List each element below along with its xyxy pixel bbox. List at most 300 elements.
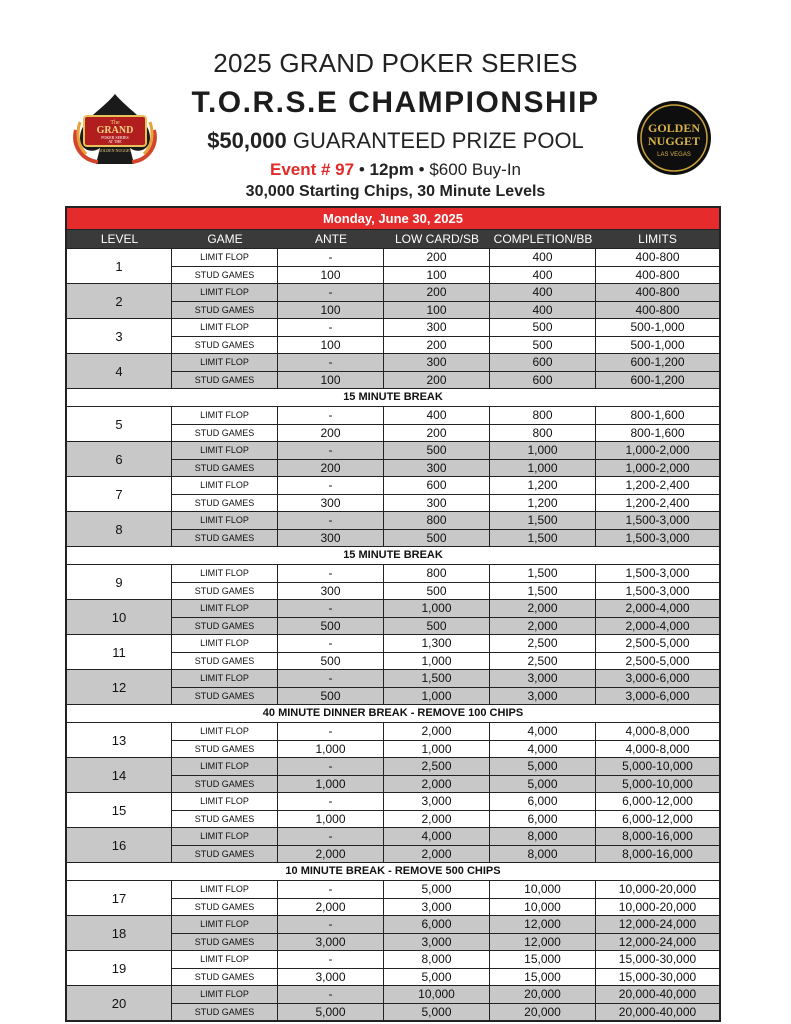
level-number: 18: [67, 916, 172, 950]
limits-cell: 400-800: [635, 302, 680, 317]
column-header-low-card-sb: LOW CARD/SB: [394, 232, 479, 246]
level-number: 11: [67, 635, 172, 669]
ante-cell: -: [278, 881, 384, 898]
low-card-sb-cell: 2,000: [384, 776, 490, 793]
limits-cell: 4,000-8,000: [625, 724, 690, 738]
level-row: [67, 318, 719, 353]
game-row: [172, 881, 719, 898]
level-row: [67, 950, 719, 985]
game-cell: STUD GAMES: [172, 969, 278, 986]
game-row: [172, 652, 719, 670]
logo-left-text-1: The: [110, 120, 120, 126]
ante-cell: 500: [278, 653, 384, 670]
completion-bb-cell: 1,200: [490, 477, 596, 494]
limits-cell: 400-800: [635, 285, 680, 299]
limits-cell: 2,500-5,000: [625, 653, 690, 668]
game-row: [172, 793, 719, 810]
completion-bb-cell: 400: [490, 267, 596, 284]
limits-cell: 500-1,000: [630, 337, 685, 352]
limits-cell: 12,000-24,000: [618, 917, 697, 931]
completion-bb-cell: 1,200: [490, 495, 596, 512]
chips-and-levels: 30,000 Starting Chips, 30 Minute Levels: [245, 183, 546, 200]
event-separator: •: [413, 160, 430, 179]
game-cell: STUD GAMES: [172, 460, 278, 477]
prize-amount: $50,000: [207, 128, 287, 153]
low-card-sb-cell: 200: [384, 337, 490, 354]
low-card-sb-cell: 1,000: [384, 653, 490, 670]
completion-bb-cell: 5,000: [490, 758, 596, 775]
game-cell: LIMIT FLOP: [172, 881, 278, 898]
low-card-sb-cell: 5,000: [384, 969, 490, 986]
game-row: [172, 828, 719, 845]
limits-cell: 6,000-12,000: [622, 811, 693, 826]
low-card-sb-cell: 2,000: [384, 723, 490, 740]
low-card-sb-cell: 500: [384, 618, 490, 635]
level-row: [67, 564, 719, 599]
game-cell: LIMIT FLOP: [172, 565, 278, 582]
game-row: [172, 319, 719, 336]
game-row: [172, 617, 719, 635]
completion-bb-cell: 2,000: [490, 600, 596, 617]
limits-cell: 1,000-2,000: [625, 443, 690, 457]
level-row: [67, 669, 719, 704]
game-cell: LIMIT FLOP: [172, 670, 278, 687]
game-cell: LIMIT FLOP: [172, 284, 278, 301]
game-row: [172, 301, 719, 319]
level-row: [67, 511, 719, 546]
completion-bb-cell: 2,500: [490, 635, 596, 652]
game-cell: STUD GAMES: [172, 337, 278, 354]
game-row: [172, 459, 719, 477]
game-cell: LIMIT FLOP: [172, 407, 278, 424]
ante-cell: -: [278, 354, 384, 371]
limits-cell: 3,000-6,000: [625, 671, 690, 685]
low-card-sb-cell: 200: [384, 249, 490, 266]
game-cell: LIMIT FLOP: [172, 600, 278, 617]
game-cell: STUD GAMES: [172, 1004, 278, 1021]
low-card-sb-cell: 3,000: [384, 899, 490, 916]
level-number: 8: [67, 512, 172, 546]
completion-bb-cell: 12,000: [490, 916, 596, 933]
level-number: 16: [67, 828, 172, 862]
limits-cell: 600-1,200: [630, 355, 685, 369]
logo-left-text-2: GRAND: [96, 125, 134, 136]
logo-right-text-2: NUGGET: [647, 134, 701, 148]
level-row: [67, 792, 719, 827]
level-number: 13: [67, 723, 172, 757]
game-row: [172, 758, 719, 775]
game-row: [172, 951, 719, 968]
break-row: 10 MINUTE BREAK - REMOVE 500 CHIPS: [67, 862, 719, 880]
completion-bb-cell: 3,000: [490, 670, 596, 687]
game-cell: LIMIT FLOP: [172, 916, 278, 933]
game-row: [172, 582, 719, 600]
low-card-sb-cell: 1,000: [384, 600, 490, 617]
low-card-sb-cell: 200: [384, 372, 490, 389]
grand-poker-series-logo: [70, 90, 160, 172]
limits-cell: 3,000-6,000: [625, 688, 690, 703]
game-row: [172, 494, 719, 512]
ante-cell: -: [278, 319, 384, 336]
limits-cell: 400-800: [635, 267, 680, 282]
completion-bb-cell: 1,000: [490, 460, 596, 477]
ante-cell: -: [278, 512, 384, 529]
game-row: [172, 933, 719, 951]
low-card-sb-cell: 2,000: [384, 846, 490, 863]
low-card-sb-cell: 500: [384, 442, 490, 459]
low-card-sb-cell: 500: [384, 530, 490, 547]
level-row: [67, 248, 719, 283]
completion-bb-cell: 600: [490, 354, 596, 371]
game-cell: LIMIT FLOP: [172, 442, 278, 459]
game-cell: STUD GAMES: [172, 653, 278, 670]
game-cell: LIMIT FLOP: [172, 249, 278, 266]
low-card-sb-cell: 400: [384, 407, 490, 424]
limits-cell: 5,000-10,000: [622, 776, 693, 791]
logo-left-text-3: POKER SERIES: [101, 135, 129, 140]
low-card-sb-cell: 1,500: [384, 670, 490, 687]
game-row: [172, 565, 719, 582]
level-row: [67, 722, 719, 757]
completion-bb-cell: 15,000: [490, 951, 596, 968]
game-row: [172, 670, 719, 687]
game-cell: STUD GAMES: [172, 899, 278, 916]
completion-bb-cell: 1,500: [490, 530, 596, 547]
completion-bb-cell: 400: [490, 249, 596, 266]
game-row: [172, 986, 719, 1003]
prize-text: GUARANTEED PRIZE POOL: [292, 128, 584, 153]
level-row: [67, 757, 719, 792]
limits-cell: 2,500-5,000: [625, 636, 690, 650]
table-body: [67, 248, 719, 1020]
level-row: [67, 634, 719, 669]
logo-right-text-1: GOLDEN: [647, 121, 701, 135]
completion-bb-cell: 500: [490, 337, 596, 354]
level-number: 1: [67, 249, 172, 283]
low-card-sb-cell: 4,000: [384, 828, 490, 845]
level-row: [67, 283, 719, 318]
column-header-ante: ANTE: [314, 232, 347, 246]
low-card-sb-cell: 300: [384, 354, 490, 371]
limits-cell: 20,000-40,000: [618, 987, 697, 1001]
limits-cell: 2,000-4,000: [625, 618, 690, 633]
low-card-sb-cell: 1,000: [384, 688, 490, 705]
limits-cell: 1,500-3,000: [625, 513, 690, 527]
level-row: [67, 915, 719, 950]
limits-cell: 6,000-12,000: [622, 794, 693, 808]
ante-cell: -: [278, 477, 384, 494]
level-number: 12: [67, 670, 172, 704]
column-header-level: LEVEL: [100, 232, 139, 246]
ante-cell: 1,000: [278, 811, 384, 828]
game-row: [172, 810, 719, 828]
game-row: [172, 442, 719, 459]
ante-cell: 500: [278, 688, 384, 705]
limits-cell: 500-1,000: [630, 320, 685, 334]
logo-left-text-5: GOLDEN NUGGET: [98, 148, 132, 153]
completion-bb-cell: 600: [490, 372, 596, 389]
level-number: 6: [67, 442, 172, 476]
level-number: 17: [67, 881, 172, 915]
level-number: 14: [67, 758, 172, 792]
completion-bb-cell: 3,000: [490, 688, 596, 705]
completion-bb-cell: 400: [490, 302, 596, 319]
low-card-sb-cell: 300: [384, 319, 490, 336]
completion-bb-cell: 1,500: [490, 583, 596, 600]
game-row: [172, 600, 719, 617]
level-row: [67, 476, 719, 511]
limits-cell: 15,000-30,000: [618, 952, 697, 966]
game-cell: STUD GAMES: [172, 934, 278, 951]
event-number: Event # 97: [269, 160, 355, 179]
low-card-sb-cell: 200: [384, 284, 490, 301]
completion-bb-cell: 6,000: [490, 793, 596, 810]
limits-cell: 600-1,200: [630, 372, 685, 387]
event-buyin: $600 Buy-In: [429, 160, 522, 179]
limits-cell: 400-800: [635, 250, 680, 264]
game-cell: LIMIT FLOP: [172, 723, 278, 740]
completion-bb-cell: 8,000: [490, 828, 596, 845]
ante-cell: -: [278, 916, 384, 933]
event-separator: •: [354, 160, 370, 179]
game-cell: STUD GAMES: [172, 302, 278, 319]
limits-cell: 1,000-2,000: [625, 460, 690, 475]
limits-cell: 8,000-16,000: [622, 846, 693, 861]
game-cell: STUD GAMES: [172, 776, 278, 793]
game-row: [172, 354, 719, 371]
game-row: [172, 723, 719, 740]
level-number: 7: [67, 477, 172, 511]
game-cell: STUD GAMES: [172, 267, 278, 284]
logo-right-text-3: LAS VEGAS: [657, 152, 691, 158]
ante-cell: 200: [278, 425, 384, 442]
completion-bb-cell: 15,000: [490, 969, 596, 986]
level-number: 10: [67, 600, 172, 634]
level-row: [67, 985, 719, 1020]
column-header-limits: LIMITS: [638, 232, 677, 246]
low-card-sb-cell: 800: [384, 565, 490, 582]
game-cell: LIMIT FLOP: [172, 319, 278, 336]
level-row: [67, 406, 719, 441]
break-row: 40 MINUTE DINNER BREAK - REMOVE 100 CHIPS: [67, 704, 719, 722]
ante-cell: 100: [278, 302, 384, 319]
game-cell: STUD GAMES: [172, 495, 278, 512]
completion-bb-cell: 5,000: [490, 776, 596, 793]
blind-structure-table: [65, 206, 721, 1022]
ante-cell: -: [278, 828, 384, 845]
limits-cell: 1,500-3,000: [625, 530, 690, 545]
completion-bb-cell: 10,000: [490, 899, 596, 916]
level-row: [67, 599, 719, 634]
ante-cell: -: [278, 284, 384, 301]
ante-cell: 300: [278, 495, 384, 512]
completion-bb-cell: 12,000: [490, 934, 596, 951]
low-card-sb-cell: 2,500: [384, 758, 490, 775]
level-row: [67, 353, 719, 388]
completion-bb-cell: 1,000: [490, 442, 596, 459]
game-cell: STUD GAMES: [172, 425, 278, 442]
ante-cell: 100: [278, 337, 384, 354]
level-number: 20: [67, 986, 172, 1020]
game-row: [172, 249, 719, 266]
game-row: [172, 740, 719, 758]
ante-cell: 300: [278, 583, 384, 600]
ante-cell: 300: [278, 530, 384, 547]
ante-cell: -: [278, 951, 384, 968]
low-card-sb-cell: 2,000: [384, 811, 490, 828]
low-card-sb-cell: 800: [384, 512, 490, 529]
game-row: [172, 968, 719, 986]
series-title: 2025 GRAND POKER SERIES: [213, 48, 578, 78]
ante-cell: 2,000: [278, 846, 384, 863]
game-row: [172, 336, 719, 354]
game-cell: LIMIT FLOP: [172, 951, 278, 968]
column-header-game: GAME: [207, 232, 243, 246]
level-number: 3: [67, 319, 172, 353]
level-number: 15: [67, 793, 172, 827]
level-number: 2: [67, 284, 172, 318]
ante-cell: -: [278, 442, 384, 459]
low-card-sb-cell: 8,000: [384, 951, 490, 968]
low-card-sb-cell: 600: [384, 477, 490, 494]
limits-cell: 12,000-24,000: [618, 934, 697, 949]
low-card-sb-cell: 300: [384, 495, 490, 512]
completion-bb-cell: 20,000: [490, 1004, 596, 1021]
completion-bb-cell: 10,000: [490, 881, 596, 898]
low-card-sb-cell: 3,000: [384, 793, 490, 810]
ante-cell: -: [278, 600, 384, 617]
limits-cell: 15,000-30,000: [618, 969, 697, 984]
game-cell: STUD GAMES: [172, 618, 278, 635]
ante-cell: -: [278, 793, 384, 810]
column-header-row: [67, 230, 719, 248]
ante-cell: 1,000: [278, 776, 384, 793]
completion-bb-cell: 1,500: [490, 565, 596, 582]
game-row: [172, 371, 719, 389]
break-row: 15 MINUTE BREAK: [67, 388, 719, 406]
ante-cell: 2,000: [278, 899, 384, 916]
ante-cell: -: [278, 635, 384, 652]
low-card-sb-cell: 1,300: [384, 635, 490, 652]
game-row: [172, 512, 719, 529]
game-row: [172, 898, 719, 916]
limits-cell: 20,000-40,000: [618, 1004, 697, 1019]
low-card-sb-cell: 300: [384, 460, 490, 477]
completion-bb-cell: 8,000: [490, 846, 596, 863]
level-number: 19: [67, 951, 172, 985]
game-cell: STUD GAMES: [172, 811, 278, 828]
game-row: [172, 775, 719, 793]
game-row: [172, 477, 719, 494]
limits-cell: 4,000-8,000: [625, 741, 690, 756]
low-card-sb-cell: 500: [384, 583, 490, 600]
limits-cell: 1,500-3,000: [625, 566, 690, 580]
completion-bb-cell: 2,000: [490, 618, 596, 635]
ante-cell: 5,000: [278, 1004, 384, 1021]
date-header: Monday, June 30, 2025: [67, 208, 719, 230]
game-cell: STUD GAMES: [172, 530, 278, 547]
game-cell: STUD GAMES: [172, 583, 278, 600]
game-row: [172, 529, 719, 547]
game-row: [172, 407, 719, 424]
ante-cell: -: [278, 758, 384, 775]
ante-cell: 500: [278, 618, 384, 635]
completion-bb-cell: 20,000: [490, 986, 596, 1003]
event-time: 12pm: [369, 160, 414, 179]
completion-bb-cell: 6,000: [490, 811, 596, 828]
limits-cell: 10,000-20,000: [618, 882, 697, 896]
limits-cell: 1,200-2,400: [625, 495, 690, 510]
column-header-completion-bb: COMPLETION/BB: [493, 232, 593, 246]
completion-bb-cell: 4,000: [490, 741, 596, 758]
game-cell: STUD GAMES: [172, 846, 278, 863]
limits-cell: 800-1,600: [630, 408, 685, 422]
completion-bb-cell: 400: [490, 284, 596, 301]
game-cell: STUD GAMES: [172, 688, 278, 705]
completion-bb-cell: 800: [490, 425, 596, 442]
low-card-sb-cell: 100: [384, 267, 490, 284]
ante-cell: -: [278, 670, 384, 687]
game-cell: LIMIT FLOP: [172, 793, 278, 810]
ante-cell: -: [278, 407, 384, 424]
ante-cell: -: [278, 986, 384, 1003]
game-row: [172, 635, 719, 652]
limits-cell: 1,200-2,400: [625, 478, 690, 492]
ante-cell: -: [278, 723, 384, 740]
game-cell: LIMIT FLOP: [172, 758, 278, 775]
low-card-sb-cell: 200: [384, 425, 490, 442]
ante-cell: 3,000: [278, 969, 384, 986]
ante-cell: -: [278, 249, 384, 266]
low-card-sb-cell: 100: [384, 302, 490, 319]
game-row: [172, 916, 719, 933]
low-card-sb-cell: 3,000: [384, 934, 490, 951]
low-card-sb-cell: 5,000: [384, 881, 490, 898]
game-row: [172, 424, 719, 442]
break-row: 15 MINUTE BREAK: [67, 546, 719, 564]
completion-bb-cell: 2,500: [490, 653, 596, 670]
game-cell: LIMIT FLOP: [172, 512, 278, 529]
low-card-sb-cell: 5,000: [384, 1004, 490, 1021]
low-card-sb-cell: 1,000: [384, 741, 490, 758]
event-title: T.O.R.S.E CHAMPIONSHIP: [191, 86, 600, 119]
level-number: 4: [67, 354, 172, 388]
completion-bb-cell: 1,500: [490, 512, 596, 529]
low-card-sb-cell: 10,000: [384, 986, 490, 1003]
golden-nugget-logo: [636, 100, 712, 176]
limits-cell: 1,500-3,000: [625, 583, 690, 598]
limits-cell: 5,000-10,000: [622, 759, 693, 773]
ante-cell: 1,000: [278, 741, 384, 758]
game-cell: LIMIT FLOP: [172, 477, 278, 494]
game-row: [172, 284, 719, 301]
game-cell: LIMIT FLOP: [172, 828, 278, 845]
completion-bb-cell: 500: [490, 319, 596, 336]
limits-cell: 800-1,600: [630, 425, 685, 440]
limits-cell: 10,000-20,000: [618, 899, 697, 914]
game-cell: STUD GAMES: [172, 741, 278, 758]
level-number: 5: [67, 407, 172, 441]
level-row: [67, 880, 719, 915]
game-row: [172, 687, 719, 705]
logo-left-text-4: AT THE: [108, 139, 122, 144]
level-row: [67, 441, 719, 476]
completion-bb-cell: 4,000: [490, 723, 596, 740]
ante-cell: 3,000: [278, 934, 384, 951]
page-header: [0, 0, 791, 206]
ante-cell: 100: [278, 372, 384, 389]
ante-cell: 100: [278, 267, 384, 284]
